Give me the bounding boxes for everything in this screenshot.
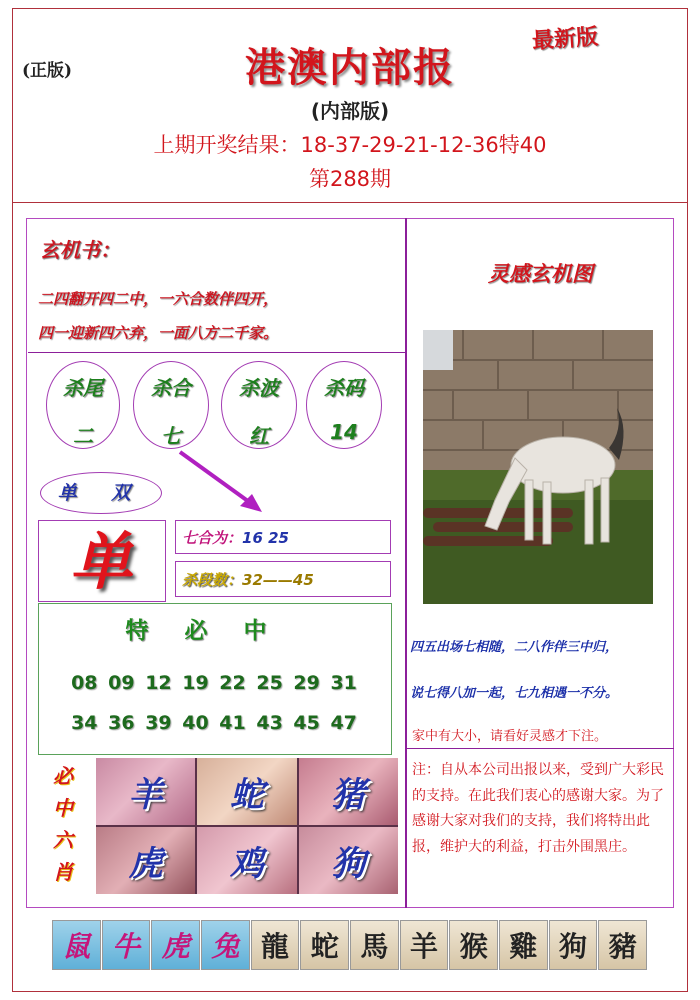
- kill-wave-value: 红: [249, 424, 269, 448]
- xuanji-poem-line-1: 二四翻开四二中，一六合数伴四开，: [38, 290, 279, 308]
- pointer-arrow-icon: [176, 448, 268, 518]
- zodiac-cell-pig: 猪: [299, 758, 398, 825]
- kill-segment-row: [182, 569, 314, 590]
- inspiration-poem-line-2: 说七得八加一起，七九相遇一不分。: [410, 686, 619, 701]
- kill-segment-value: 32——45: [242, 571, 314, 589]
- kill-wave-label: 杀波: [239, 376, 279, 400]
- zodiac-monkey: 猴: [449, 920, 498, 970]
- zodiac-snake: 蛇: [300, 920, 349, 970]
- six-zodiac-grid: [96, 758, 398, 894]
- issue-number: 第288期: [308, 167, 392, 191]
- zodiac-cell-snake: 蛇: [197, 758, 296, 825]
- kill-sum-label: 杀合: [151, 376, 191, 400]
- zodiac-dog: 狗: [549, 920, 598, 970]
- zodiac-dragon: 龍: [251, 920, 300, 970]
- zodiac-ox: 牛: [102, 920, 151, 970]
- seven-sum-value: 16 25: [242, 529, 289, 547]
- special-must-hit-title: 特必中: [125, 617, 303, 644]
- zodiac-horse: 馬: [350, 920, 399, 970]
- kill-tail-value: 二: [73, 424, 93, 448]
- odd-even-label: 单 双: [57, 482, 145, 504]
- bet-reminder: 家中有大小，请看好灵感才下注。: [412, 729, 608, 744]
- xuanji-poem-line-2: 四一迎新四六弃，一面八方二千家。: [38, 324, 279, 342]
- six-zodiac-label-char: 中: [53, 796, 73, 820]
- zodiac-pig: 豬: [598, 920, 647, 970]
- last-draw-result: 上期开奖结果：18-37-29-21-12-36特40: [153, 133, 547, 157]
- column-divider: [405, 218, 407, 908]
- poem-divider: [28, 352, 405, 353]
- zodiac-tiger: 虎: [151, 920, 200, 970]
- seven-sum-row: [182, 527, 289, 548]
- zodiac-rabbit: 兔: [201, 920, 250, 970]
- zodiac-cell-tiger: 虎: [96, 827, 195, 894]
- zodiac-cell-sheep: 羊: [96, 758, 195, 825]
- page-title: 港澳内部报: [245, 44, 455, 91]
- zodiac-rat: 鼠: [52, 920, 101, 970]
- kill-sum-value: 七: [161, 424, 181, 448]
- six-zodiac-label-char: 肖: [53, 860, 73, 884]
- zodiac-cell-dog: 狗: [299, 827, 398, 894]
- six-zodiac-vertical-label: [48, 760, 78, 888]
- special-numbers-row-1: 08 09 12 19 22 25 29 31: [71, 672, 357, 694]
- zodiac-bar: [52, 920, 648, 970]
- company-notice: 注：自从本公司出报以来，受到广大彩民的支持。在此我们衷心的感谢大家。为了感谢大家对我们的支持，我们将特出此报，维护大的利益，打击外围黑庄。: [412, 762, 664, 855]
- kill-code-label: 杀码: [324, 376, 364, 400]
- notice-divider: [407, 748, 674, 749]
- kill-segment-label: 杀段数：: [182, 571, 243, 589]
- inspiration-poem-line-1: 四五出场七相随，二八作伴三中归，: [410, 640, 619, 655]
- kill-code-value: 14: [330, 420, 358, 444]
- xuanji-title: 玄机书：: [40, 238, 120, 262]
- six-zodiac-label-char: 必: [53, 764, 73, 788]
- horse-photo: [423, 330, 653, 604]
- header-divider: [12, 202, 688, 203]
- zodiac-rooster: 雞: [499, 920, 548, 970]
- zodiac-cell-rooster: 鸡: [197, 827, 296, 894]
- big-odd-char: 单: [69, 525, 132, 598]
- edition-subtitle: (内部版): [310, 99, 390, 123]
- inspiration-title: 灵感玄机图: [488, 261, 593, 286]
- zhengban-label: (正版): [22, 61, 73, 81]
- kill-tail-label: 杀尾: [63, 376, 103, 400]
- special-numbers-row-2: 34 36 39 40 41 43 45 47: [71, 712, 357, 734]
- zodiac-sheep: 羊: [400, 920, 449, 970]
- newest-edition-label: 最新版: [531, 23, 599, 55]
- six-zodiac-label-char: 六: [53, 828, 73, 852]
- seven-sum-label: 七合为：: [182, 529, 243, 547]
